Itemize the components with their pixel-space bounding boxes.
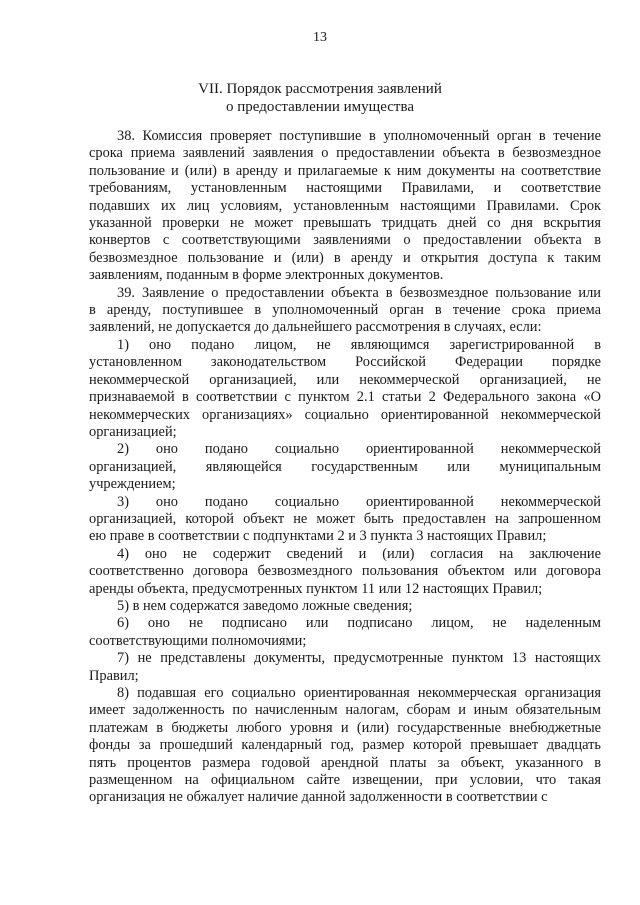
paragraph-item2 — [89, 441, 601, 493]
paragraph-p39 — [89, 285, 601, 337]
text-line: срока приема заявлений заявления о предоставлении объекта в безвозмездное — [89, 145, 601, 162]
text-line: фонды за прошедший календарный год, размер которой превышает двадцать — [89, 737, 601, 754]
text-line: аренды объекта, предусмотренных пунктом 11 или 12 настоящих Правил; — [89, 580, 543, 597]
text-line: соответственно договора безвозмездного пользования объектом или договора — [89, 563, 601, 580]
text-line: 4) оно не содержит сведений и (или) согласия на заключение — [117, 545, 601, 562]
text-line: заявлениям, поданным в форме электронных документов. — [89, 267, 444, 284]
text-line: 5) в нем содержатся заведомо ложные сведения; — [117, 597, 413, 614]
text-line: 2) оно подано социально ориентированной некоммерческой — [117, 441, 601, 458]
text-line: пользование и (или) в аренду и прилагаемые к ним документы на соответствие — [89, 162, 601, 179]
text-line: указанной проверки не может превышать тридцать дней со дня вскрытия — [89, 215, 601, 232]
text-line: безвозмездное пользование и (или) в аренду и открытия доступа к таким — [89, 249, 601, 266]
text-line: организация не обжалует наличие данной задолженности в соответствии с — [89, 789, 548, 806]
section-heading-line-2: о предоставлении имущества — [225, 99, 414, 115]
page-number: 13 — [313, 30, 327, 45]
text-line: 38. Комиссия проверяет поступившие в уполномоченный орган в течение — [117, 128, 601, 144]
text-line: 39. Заявление о предоставлении объекта в безвозмездное пользование или — [117, 284, 601, 301]
paragraph-item5 — [89, 598, 601, 615]
text-line: заявлений, не допускается до дальнейшего рассмотрения в случаях, если: — [89, 319, 542, 336]
text-line: 6) оно не подписано или подписано лицом, не наделенным — [117, 615, 601, 632]
section-heading-line-1: VII. Порядок рассмотрения заявлений — [198, 81, 442, 97]
text-line: в аренду, поступившее в уполномоченный орган в течение срока приема — [89, 302, 601, 319]
text-line: конвертов с соответствующими заявлениями о предоставлении объекта в — [89, 232, 601, 249]
text-line: организацией, которой объект не может быть предоставлен на запрошенном — [89, 510, 601, 527]
paragraph-item1 — [89, 337, 601, 441]
text-line: 7) не представлены документы, предусмотренные пунктом 13 настоящих — [117, 650, 601, 667]
paragraph-item7 — [89, 650, 601, 685]
paragraph-item3 — [89, 494, 601, 546]
text-line: Правил; — [89, 667, 139, 684]
text-line: имеет задолженность по начисленным налогам, сборам и иным обязательным — [89, 702, 601, 719]
text-line: некоммерческой организацией, или некоммерческой организацией, не — [89, 371, 601, 388]
text-line: соответствующими полномочиями; — [89, 632, 307, 649]
text-line: подавших их лиц условиям, установленным настоящими Правилами. Срок — [89, 197, 601, 214]
paragraph-item8 — [89, 685, 601, 807]
text-line: некоммерческих организациях» социально ориентированной некоммерческой — [89, 406, 601, 423]
text-line: 1) оно подано лицом, не являющимся зарегистрированной в — [117, 336, 601, 353]
text-line: 3) оно подано социально ориентированной некоммерческой — [117, 493, 601, 510]
text-line: ею праве в соответствии с подпунктами 2 и 3 пункта 3 настоящих Правил; — [89, 528, 547, 545]
text-line: организацией, являющейся государственным или муниципальным — [89, 458, 601, 475]
text-line: платежам в бюджеты любого уровня и (или) государственные внебюджетные — [89, 719, 601, 736]
text-line: пять процентов размера годовой арендной платы за объект, указанного в — [89, 754, 601, 771]
text-line: установленном законодательством Российской Федерации порядке — [89, 354, 601, 371]
text-line: учреждением; — [89, 476, 176, 493]
text-line: признаваемой в соответствии с пунктом 2.1 статьи 2 Федерального закона «О — [89, 389, 601, 406]
paragraph-item4 — [89, 546, 601, 598]
text-line: организацией; — [89, 423, 177, 440]
text-line: требованиям, установленным настоящими Правилами, и соответствие — [89, 180, 601, 197]
text-line: 8) подавшая его социально ориентированная некоммерческая организация — [117, 685, 601, 701]
paragraph-p38 — [89, 128, 601, 285]
document-body — [89, 128, 601, 807]
paragraph-item6 — [89, 615, 601, 650]
section-heading — [0, 80, 640, 116]
text-line: размещенном на официальном сайте извещении, при условии, что такая — [89, 772, 601, 789]
